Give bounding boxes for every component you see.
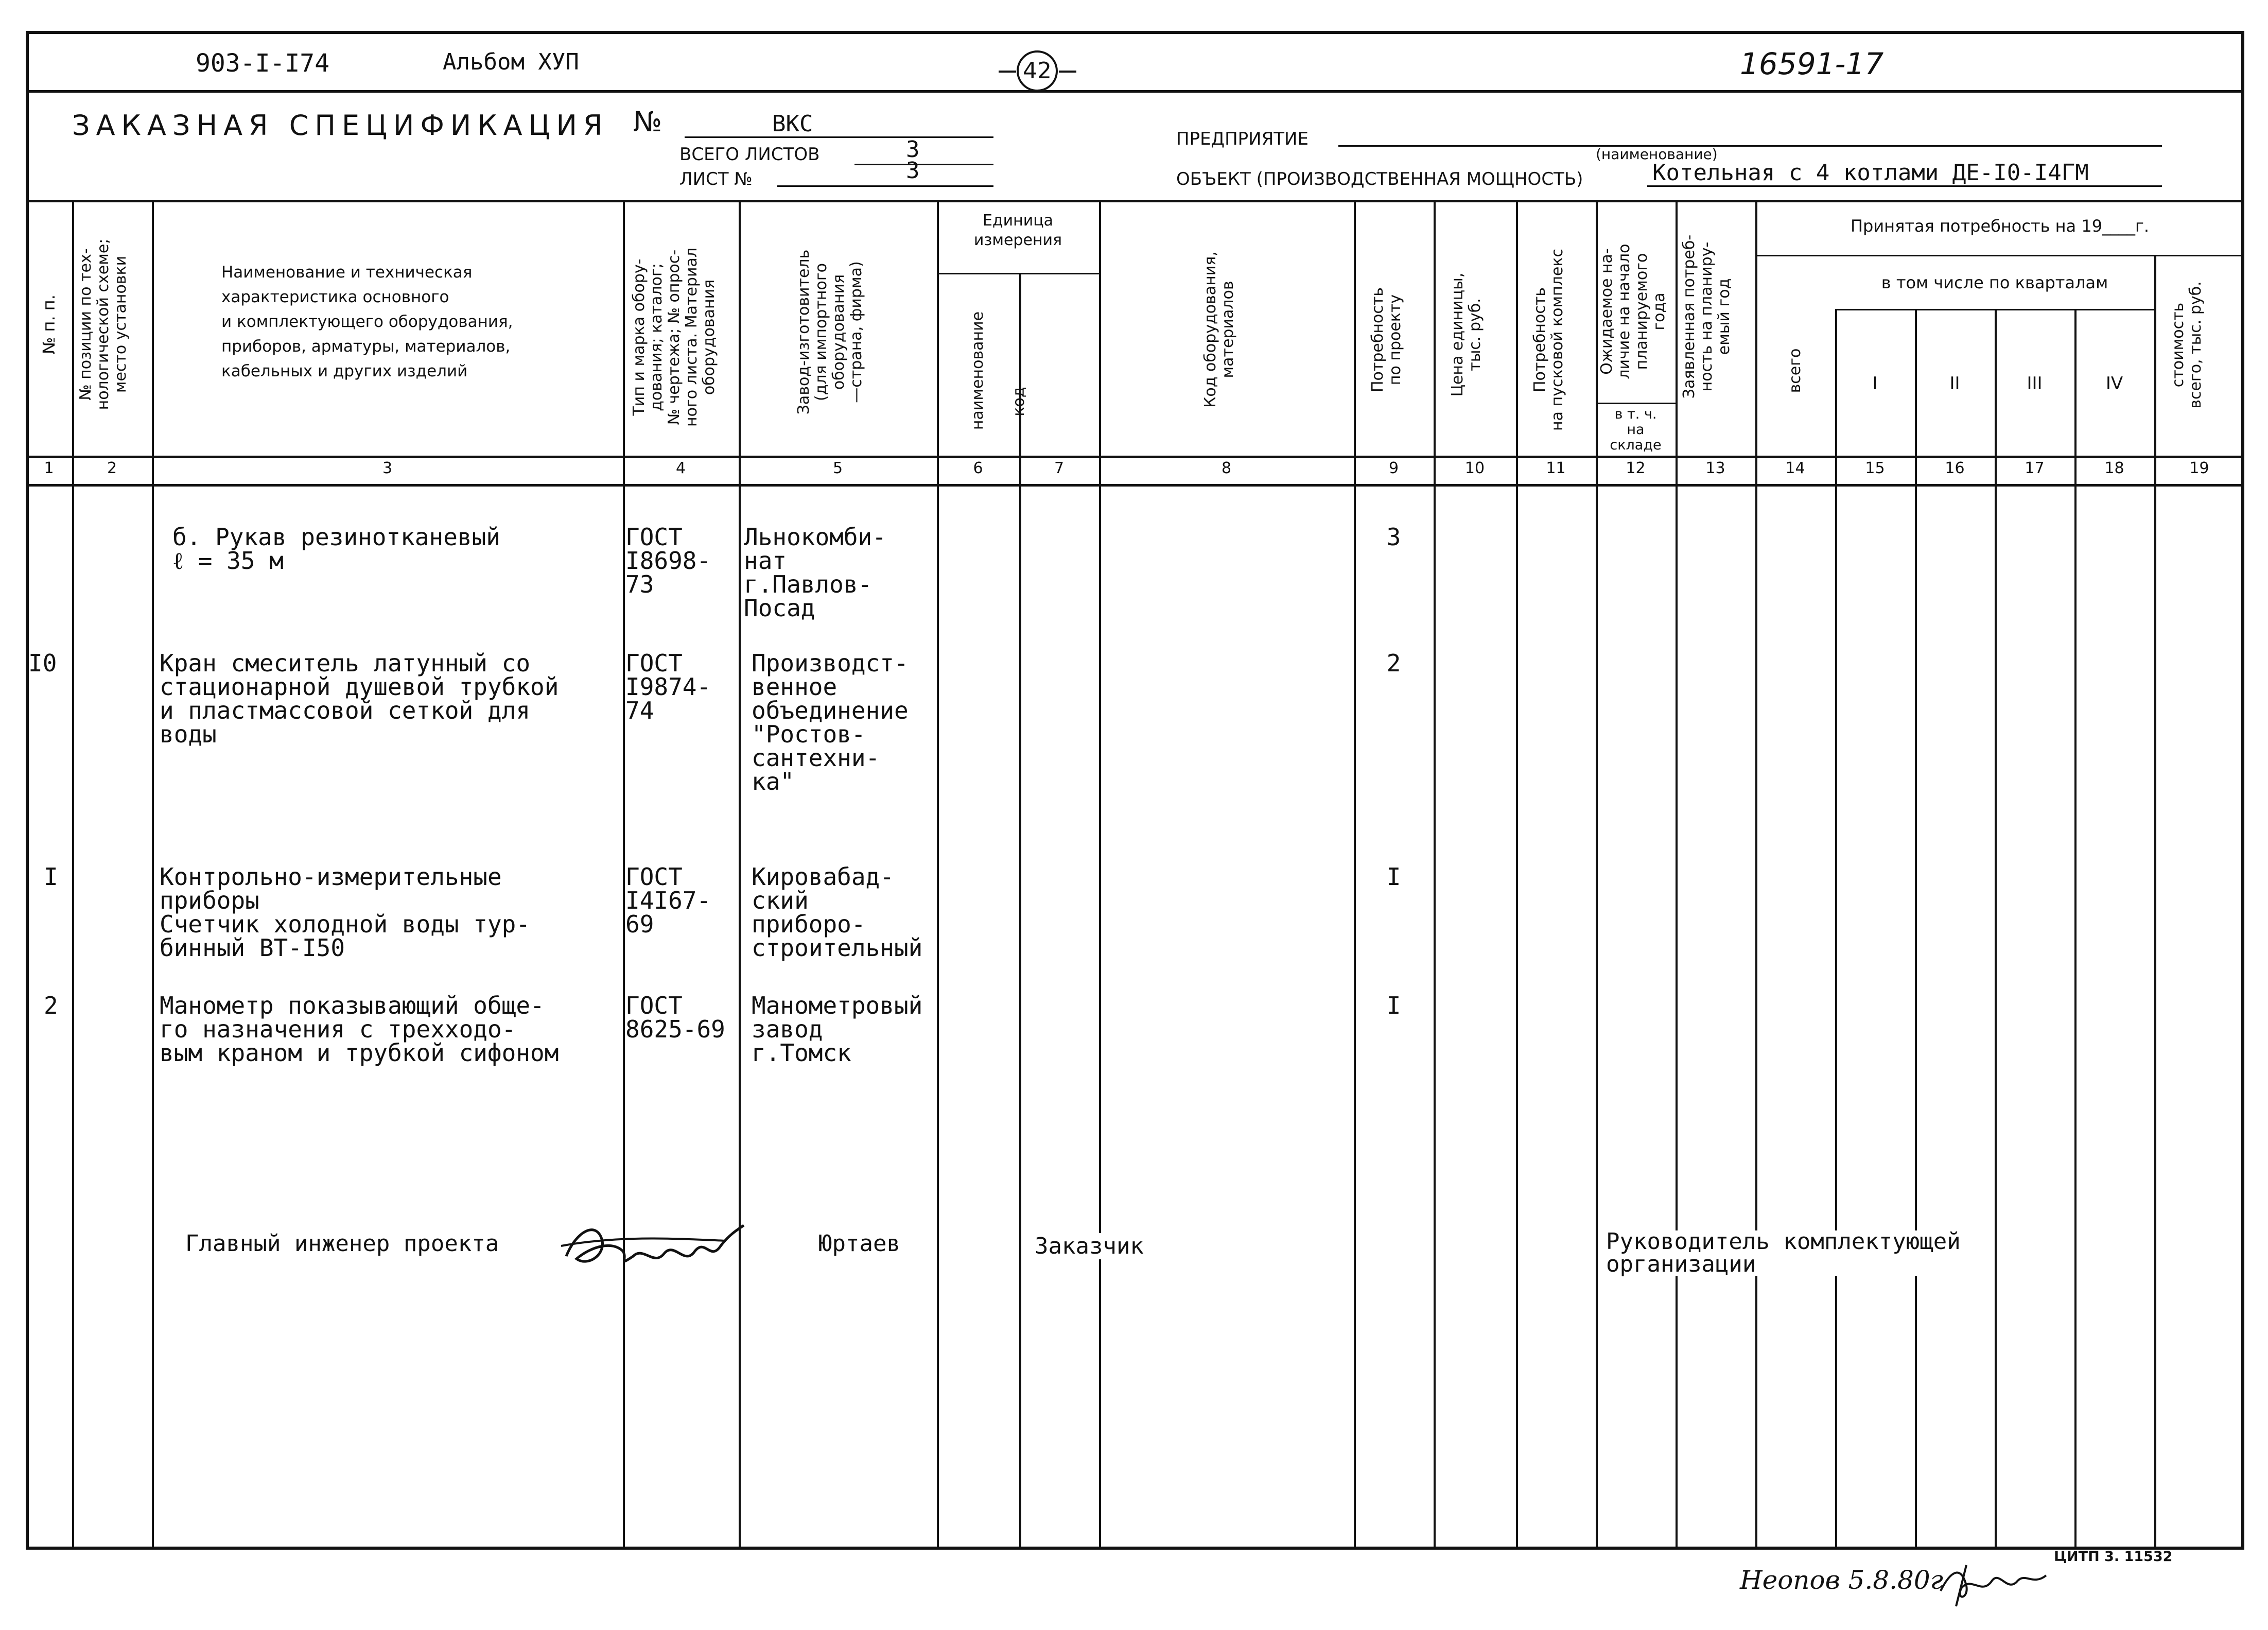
col-head-accepted: Принятая потребность на 19____г. bbox=[1850, 216, 2150, 236]
underline-sheet bbox=[777, 185, 993, 187]
total-sheets-value: 3 bbox=[906, 136, 920, 163]
col-head-3-text: Наименование и техническая характеристика основного и комплектующего оборудования, приборов, арматуры, материалов, кабельных и других изделий bbox=[221, 263, 513, 380]
col-line-18 bbox=[2154, 255, 2156, 1550]
col-num-16: 16 bbox=[1945, 459, 1965, 477]
row-3-type: ГОСТ 8625-69 bbox=[625, 992, 725, 1043]
row-1-name: Кран смеситель латунный со стационарной душевой трубкой и пластмассовой сеткой для воды bbox=[160, 649, 559, 748]
series-code: 903-I-I74 bbox=[196, 49, 330, 78]
row-1-qty: 2 bbox=[1386, 649, 1401, 677]
col-head-18: IV bbox=[2105, 373, 2123, 394]
col-line-16 bbox=[1995, 309, 1997, 1550]
rule-header-bottom bbox=[26, 200, 2244, 202]
document-number: 16591-17 bbox=[1740, 46, 1884, 81]
row-3-qty: I bbox=[1386, 992, 1401, 1019]
col-head-17: III bbox=[2027, 373, 2043, 394]
object-label: ОБЪЕКТ (ПРОИЗВОДСТВЕННАЯ МОЩНОСТЬ) bbox=[1176, 169, 1583, 189]
col-line-5 bbox=[937, 200, 939, 1550]
handwritten-note: Неопов 5.8.80г bbox=[1740, 1565, 1943, 1595]
row-2-name: Контрольно-измерительные приборы Счетчик холодной воды тур- бинный ВТ-I50 bbox=[160, 863, 531, 962]
row-1-num: I0 bbox=[28, 649, 57, 677]
form-title: ЗАКАЗНАЯ СПЕЦИФИКАЦИЯ bbox=[72, 109, 609, 142]
col-num-9: 9 bbox=[1388, 459, 1399, 477]
total-sheets-label: ВСЕГО ЛИСТОВ bbox=[679, 144, 820, 165]
col-head-5: Завод-изготовитель (для импортного оборудования —страна, фирма) bbox=[795, 249, 865, 415]
col-head-1: № п. п. bbox=[39, 294, 59, 354]
col-num-2: 2 bbox=[107, 459, 117, 477]
col-head-14: всего bbox=[1786, 348, 1804, 393]
col-head-8: Код оборудования, материалов bbox=[1201, 251, 1237, 408]
col-line-2 bbox=[152, 200, 154, 1550]
col-line-9 bbox=[1434, 200, 1436, 1550]
col-head-4: Тип и марка обору- дования; каталог; № чертежа; № опрос- ного листа. Материал оборудования bbox=[630, 247, 718, 427]
col-num-7: 7 bbox=[1054, 459, 1065, 477]
col-head-16: II bbox=[1949, 373, 1960, 394]
row-1-type: ГОСТ I9874-74 bbox=[625, 649, 711, 724]
col-num-19: 19 bbox=[2189, 459, 2209, 477]
row-3-num: 2 bbox=[44, 992, 58, 1019]
col-head-2: № позиции по тех- нологической схеме; место установки bbox=[77, 238, 130, 410]
col-head-quarters: в том числе по кварталам bbox=[1881, 273, 2108, 292]
col-head-12: Ожидаемое на- личие на начало планируемого года bbox=[1598, 244, 1668, 379]
naming-label: (наименование) bbox=[1596, 146, 1718, 163]
rule-stock bbox=[1596, 403, 1676, 404]
col-head-7: код bbox=[1010, 387, 1028, 417]
rule-top bbox=[26, 90, 2244, 93]
spec-number: ВКС bbox=[772, 111, 813, 137]
col-line-15 bbox=[1915, 309, 1917, 1550]
sheet-label: ЛИСТ № bbox=[679, 169, 753, 189]
row-3-maker: Манометровый завод г.Томск bbox=[752, 992, 923, 1067]
col-head-11: Потребность на пусковой комплекс bbox=[1531, 249, 1566, 431]
enterprise-label: ПРЕДПРИЯТИЕ bbox=[1176, 129, 1309, 149]
col-line-7 bbox=[1099, 200, 1101, 1550]
col-head-9: Потребность по проекту bbox=[1369, 287, 1404, 393]
col-num-6: 6 bbox=[973, 459, 983, 477]
col-head-6: наименование bbox=[969, 311, 987, 430]
col-num-15: 15 bbox=[1865, 459, 1885, 477]
row-2-num: I bbox=[44, 863, 58, 891]
col-num-8: 8 bbox=[1221, 459, 1232, 477]
col-num-10: 10 bbox=[1464, 459, 1485, 477]
row-0-name: б. Рукав резинотканевый ℓ = 35 м bbox=[172, 523, 500, 575]
row-2-qty: I bbox=[1386, 863, 1401, 891]
col-num-4: 4 bbox=[675, 459, 686, 477]
col-line-1 bbox=[72, 200, 74, 1550]
object-value: Котельная с 4 котлами ДЕ-I0-I4ГМ bbox=[1652, 160, 2089, 186]
col-line-10 bbox=[1516, 200, 1518, 1550]
col-head-13: Заявленная потреб- ность на планиру- емый год bbox=[1680, 234, 1733, 399]
col-num-13: 13 bbox=[1705, 459, 1725, 477]
row-1-maker: Производст- венное объединение "Ростов- сантехни- ка" bbox=[752, 649, 909, 795]
row-2-maker: Кировабад- ский приборо- строительный bbox=[752, 863, 923, 962]
number-label: № bbox=[633, 106, 662, 138]
album-label: Альбом ХУП bbox=[443, 49, 579, 75]
col-num-12: 12 bbox=[1626, 459, 1646, 477]
col-line-12 bbox=[1676, 200, 1678, 1550]
col-num-1: 1 bbox=[44, 459, 54, 477]
rule-quarters bbox=[1835, 309, 2154, 310]
underline-object bbox=[1647, 185, 2162, 187]
col-head-10: Цена единицы, тыс. руб. bbox=[1449, 272, 1484, 397]
underline-total bbox=[854, 164, 993, 165]
col-head-19: стоимость всего, тыс. руб. bbox=[2169, 281, 2205, 409]
print-stamp: ЦИТП 3. 11532 bbox=[2054, 1549, 2173, 1565]
chief-engineer-name: Юртаев bbox=[818, 1230, 900, 1257]
sheet-value: 3 bbox=[906, 158, 920, 184]
col-line-4 bbox=[739, 200, 741, 1550]
row-3-name: Манометр показывающий обще- го назначения с трехходо- вым краном и трубкой сифоном bbox=[160, 992, 559, 1067]
row-2-type: ГОСТ I4I67-69 bbox=[625, 863, 711, 938]
col-head-unit-group: Единица измерения bbox=[973, 212, 1062, 249]
col-num-18: 18 bbox=[2104, 459, 2124, 477]
form-frame bbox=[26, 31, 2244, 1550]
col-head-15: I bbox=[1872, 373, 1878, 394]
chief-engineer-label: Главный инженер проекта bbox=[185, 1230, 499, 1257]
col-num-3: 3 bbox=[382, 459, 393, 477]
col-num-14: 14 bbox=[1785, 459, 1805, 477]
rule-colhead-bottom bbox=[26, 456, 2244, 458]
col-num-5: 5 bbox=[832, 459, 843, 477]
col-head-12b: в т. ч. на складе bbox=[1610, 406, 1662, 453]
col-line-3 bbox=[623, 200, 625, 1550]
row-0-qty: 3 bbox=[1386, 523, 1401, 551]
underline-number bbox=[685, 136, 993, 138]
rule-colnum-bottom bbox=[26, 484, 2244, 487]
row-0-maker: Льнокомби- нат г.Павлов- Посад bbox=[744, 523, 886, 622]
underline-enterprise bbox=[1338, 145, 2162, 147]
col-num-11: 11 bbox=[1546, 459, 1566, 477]
chief-signature-image bbox=[556, 1210, 752, 1287]
handwritten-initials-image bbox=[1935, 1550, 2054, 1611]
rule-unit-group bbox=[937, 273, 1099, 274]
page-number: 42 bbox=[1017, 50, 1058, 92]
col-line-13 bbox=[1755, 200, 1757, 1550]
col-head-3 bbox=[221, 260, 613, 384]
customer-label: Заказчик bbox=[1035, 1233, 1144, 1259]
row-0-type: ГОСТ I8698-73 bbox=[625, 523, 711, 598]
col-num-17: 17 bbox=[2025, 459, 2045, 477]
col-line-17 bbox=[2074, 309, 2077, 1550]
col-line-14 bbox=[1835, 309, 1837, 1550]
supplier-head-label: Руководитель комплектующей организации bbox=[1606, 1228, 1961, 1277]
